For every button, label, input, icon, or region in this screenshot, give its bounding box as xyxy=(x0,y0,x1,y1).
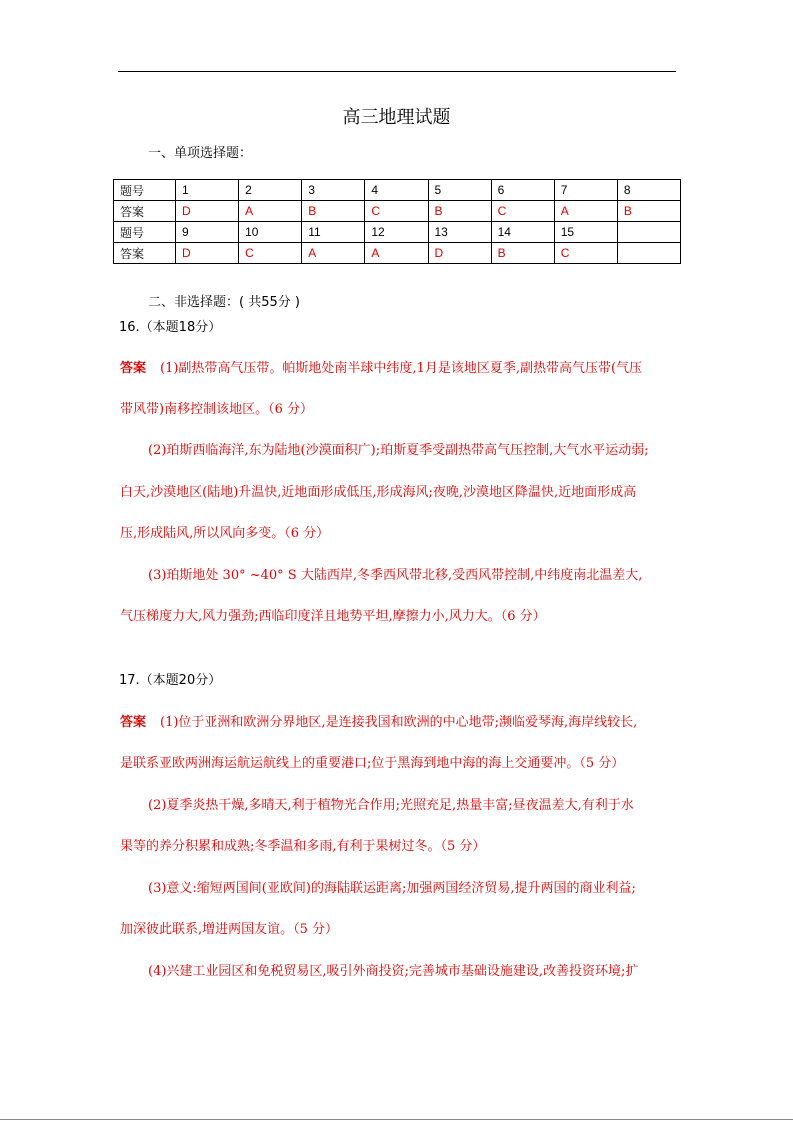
table-cell: 15 xyxy=(554,222,617,243)
table-cell: B xyxy=(302,201,365,222)
table-cell: B xyxy=(428,201,491,222)
table-cell: A xyxy=(365,243,428,264)
table-row xyxy=(114,222,681,243)
section-2-heading: 二、非选择题：( 共55分 ) xyxy=(148,295,300,310)
q17-line-4: 果等的养分积累和成熟;冬季温和多雨,有利于果树过冬。（5 分） xyxy=(120,839,486,854)
row-header-cell: 题号 xyxy=(114,222,176,243)
q16-heading: 16.（本题18分） xyxy=(119,320,222,335)
q17-line-2: 是联系亚欧两洲海运航运航线上的重要港口;位于黑海到地中海的海上交通要冲。（5 分） xyxy=(120,756,625,771)
table-cell: 11 xyxy=(302,222,365,243)
table-row xyxy=(114,180,681,201)
q17-answer-label: 答案 xyxy=(120,715,147,730)
page-title: 高三地理试题 xyxy=(342,107,451,128)
table-cell: C xyxy=(554,243,617,264)
table-cell: 6 xyxy=(491,180,554,201)
q16-line-1: 答案 (1)副热带高气压带。帕斯地处南半球中纬度,1月是该地区夏季,副热带高气压带(气压 xyxy=(120,361,643,376)
table-cell: D xyxy=(428,243,491,264)
q16-line-4: 白天,沙漠地区(陆地)升温快,近地面形成低压,形成海风;夜晚,沙漠地区降温快,近地面形成高 xyxy=(120,485,637,500)
header-rule xyxy=(118,71,676,72)
table-cell: A xyxy=(239,201,302,222)
row-header-cell: 答案 xyxy=(114,201,176,222)
table-row xyxy=(114,243,681,264)
table-cell: A xyxy=(302,243,365,264)
q17-heading: 17.（本题20分） xyxy=(119,673,222,688)
table-cell: 8 xyxy=(617,180,680,201)
table-cell xyxy=(617,222,680,243)
q17-line-7: (4)兴建工业园区和免税贸易区,吸引外商投资;完善城市基础设施建设,改善投资环境;扩 xyxy=(148,964,639,979)
q17-line-6: 加深彼此联系,增进两国友谊。（5 分） xyxy=(120,922,339,937)
table-cell: D xyxy=(176,243,239,264)
table-cell: B xyxy=(491,243,554,264)
q16-line-5: 压,形成陆风,所以风向多变。（6 分） xyxy=(120,526,330,541)
q16-line-2: 带风带)南移控制该地区。（6 分） xyxy=(120,402,313,417)
row-header-cell: 答案 xyxy=(114,243,176,264)
table-cell xyxy=(617,243,680,264)
page-bottom-edge xyxy=(0,1119,793,1120)
table-cell: C xyxy=(365,201,428,222)
q17-line-1: 答案 (1)位于亚洲和欧洲分界地区,是连接我国和欧洲的中心地带;濒临爱琴海,海岸线较长, xyxy=(120,715,638,730)
section-1-heading: 一、单项选择题： xyxy=(148,146,253,161)
table-cell: 5 xyxy=(428,180,491,201)
q17-line-3: (2)夏季炎热干燥,多晴天,利于植物光合作用;光照充足,热量丰富;昼夜温差大,有利于水 xyxy=(148,798,634,813)
table-cell: B xyxy=(617,201,680,222)
q16-answer-label: 答案 xyxy=(120,361,147,376)
answer-table xyxy=(113,179,681,264)
table-cell: C xyxy=(239,243,302,264)
table-row xyxy=(114,201,681,222)
table-cell: 13 xyxy=(428,222,491,243)
table-cell: C xyxy=(491,201,554,222)
table-cell: 10 xyxy=(239,222,302,243)
table-cell: 1 xyxy=(176,180,239,201)
table-cell: D xyxy=(176,201,239,222)
table-cell: 3 xyxy=(302,180,365,201)
table-cell: 14 xyxy=(491,222,554,243)
table-cell: 9 xyxy=(176,222,239,243)
row-header-cell: 题号 xyxy=(114,180,176,201)
q17-line-5: (3)意义:缩短两国间(亚欧间)的海陆联运距离;加强两国经济贸易,提升两国的商业利益; xyxy=(148,881,636,896)
table-cell: 12 xyxy=(365,222,428,243)
table-cell: 7 xyxy=(554,180,617,201)
q16-line-7: 气压梯度力大,风力强劲;西临印度洋且地势平坦,摩擦力小,风力大。（6 分） xyxy=(120,609,546,624)
table-cell: A xyxy=(554,201,617,222)
table-cell: 4 xyxy=(365,180,428,201)
table-cell: 2 xyxy=(239,180,302,201)
q16-line-3: (2)珀斯西临海洋,东为陆地(沙漠面积广);珀斯夏季受副热带高气压控制,大气水平运动弱; xyxy=(148,443,649,458)
q16-line-6: (3)珀斯地处 30° ~40° S 大陆西岸,冬季西风带北移,受西风带控制,中纬度南北温差大, xyxy=(148,568,643,583)
